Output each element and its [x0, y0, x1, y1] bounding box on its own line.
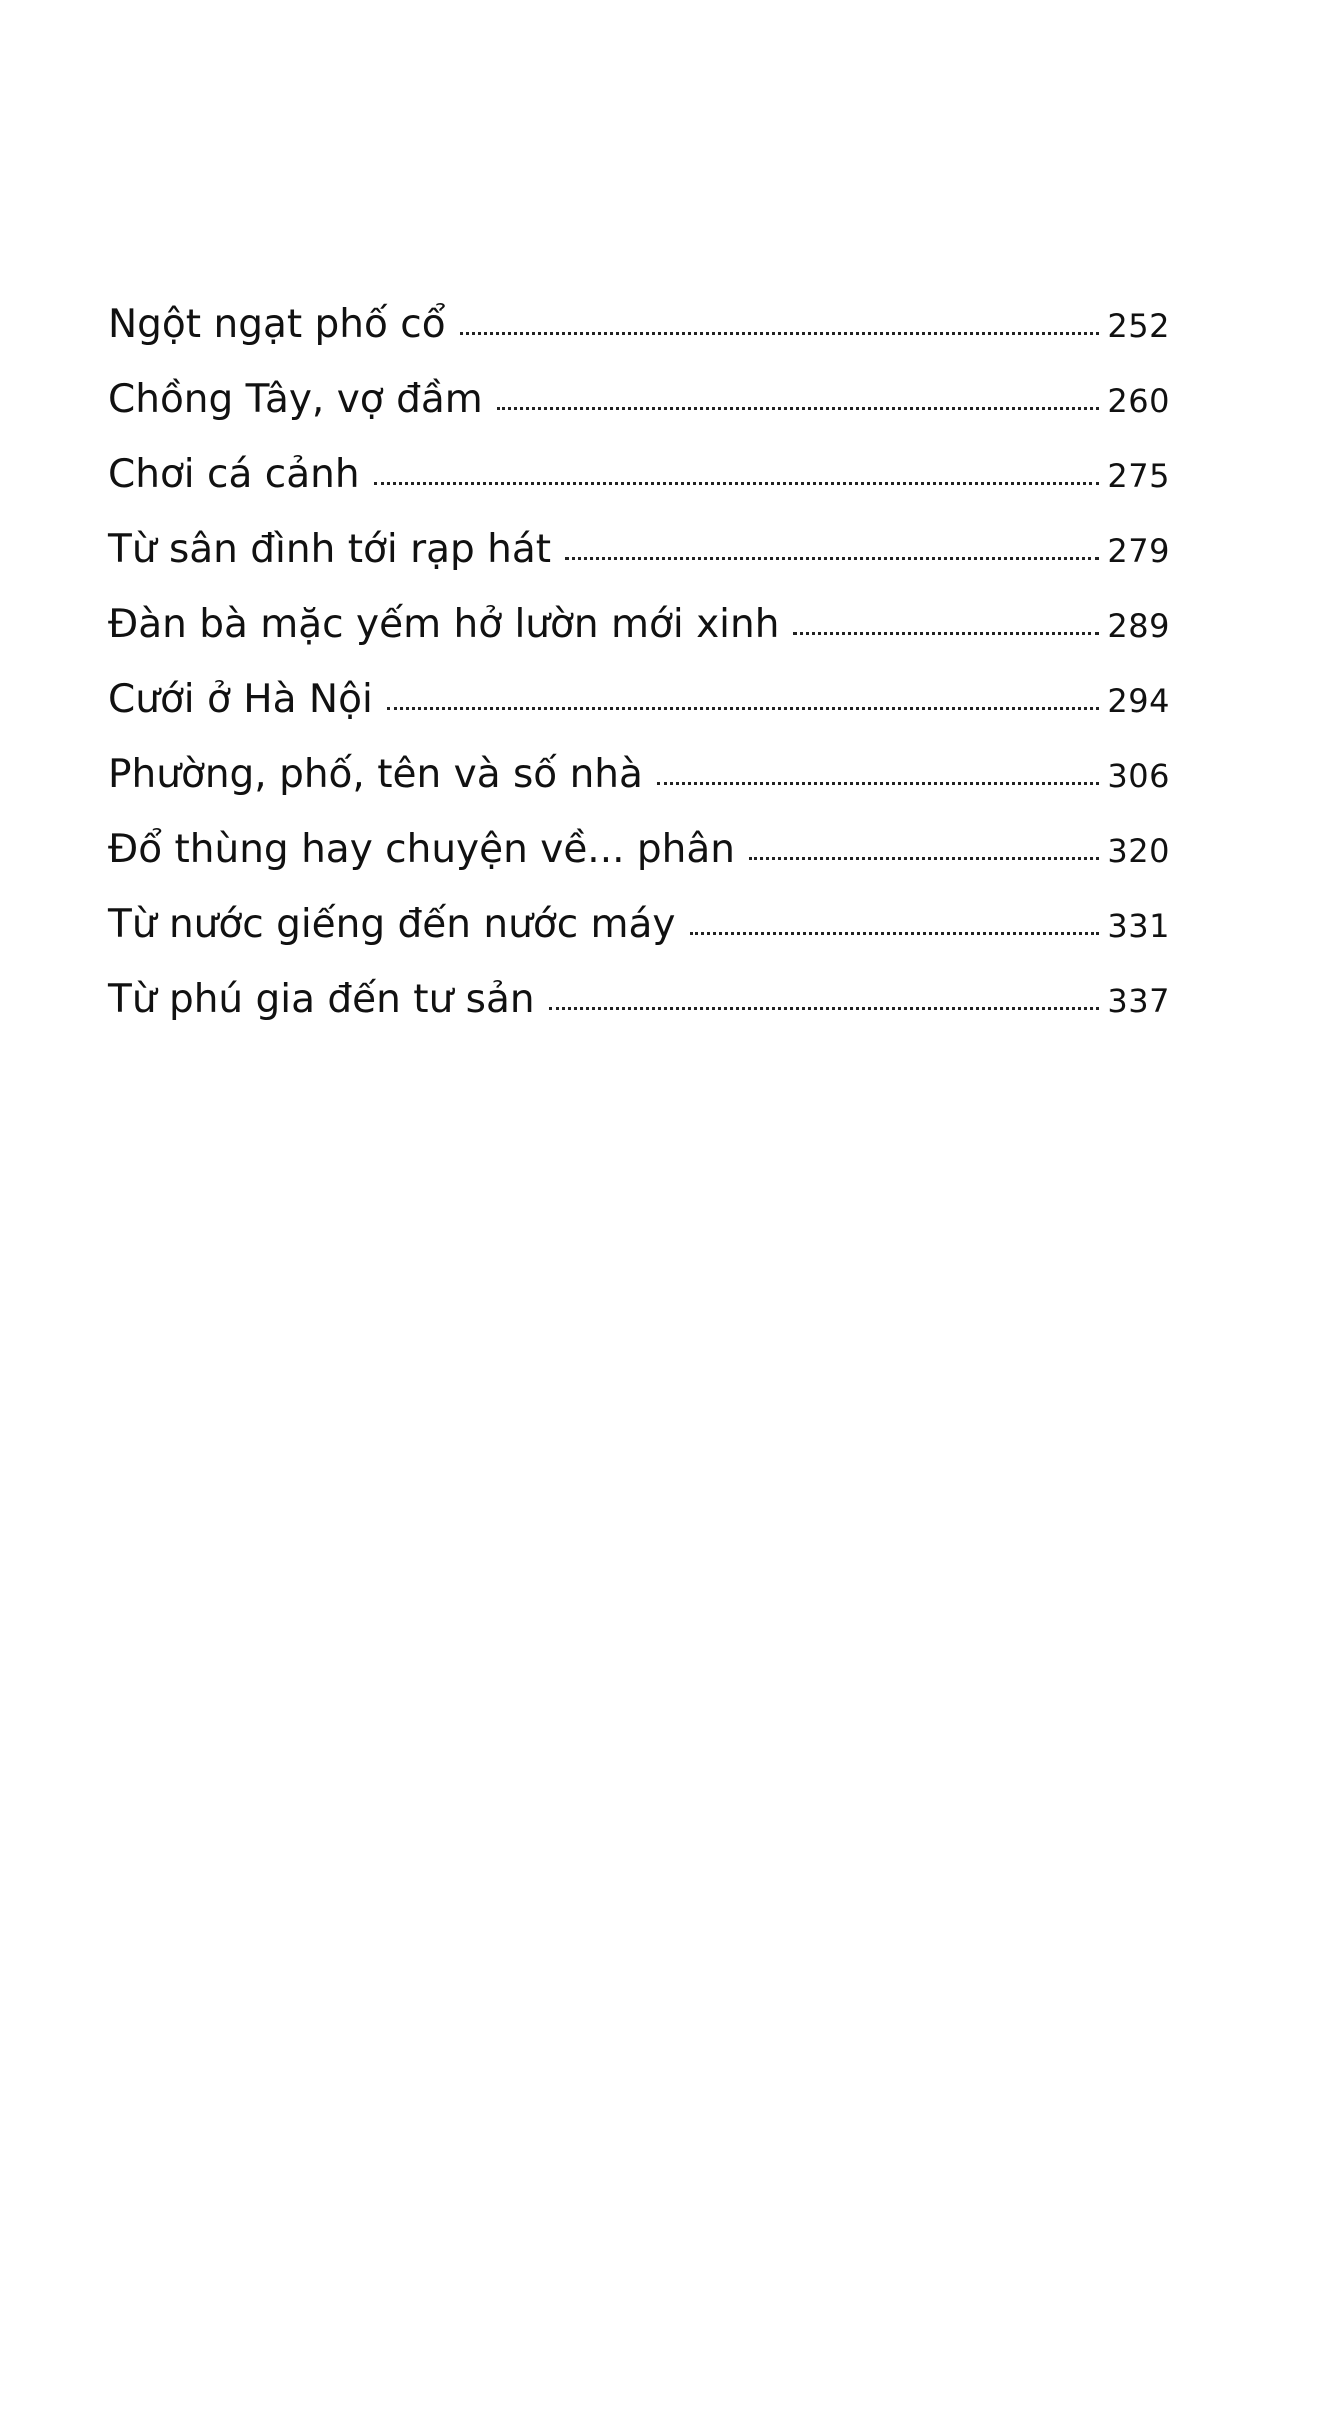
toc-entry-page-number: 252: [1107, 307, 1170, 345]
toc-entry-page-number: 260: [1107, 382, 1170, 420]
toc-entry-title: Ngột ngạt phố cổ: [108, 302, 446, 347]
dot-leader: [460, 332, 1100, 335]
toc-entry: [108, 602, 1170, 677]
dot-leader: [497, 407, 1100, 410]
dot-leader: [793, 632, 1099, 635]
dot-leader: [387, 707, 1100, 710]
toc-entry-title: Đàn bà mặc yếm hở lườn mới xinh: [108, 602, 780, 647]
toc-entry: [108, 902, 1170, 977]
toc-entry: [108, 827, 1170, 902]
toc-entry: [108, 752, 1170, 827]
dot-leader: [657, 782, 1100, 785]
toc-entry-title: Phường, phố, tên và số nhà: [108, 752, 643, 797]
toc-entry: [108, 977, 1170, 1052]
dot-leader: [690, 932, 1100, 935]
toc-entry-title: Từ nước giếng đến nước máy: [108, 902, 676, 947]
toc-entry-title: Từ phú gia đến tư sản: [108, 977, 535, 1022]
toc-entry-title: Đổ thùng hay chuyện về... phân: [108, 827, 735, 872]
toc-entry: [108, 677, 1170, 752]
toc-entry: [108, 302, 1170, 377]
toc-entry-page-number: 279: [1107, 532, 1170, 570]
toc-entry: [108, 452, 1170, 527]
table-of-contents: [108, 302, 1170, 1052]
dot-leader: [565, 557, 1099, 560]
toc-entry-page-number: 337: [1107, 982, 1170, 1020]
dot-leader: [374, 482, 1100, 485]
toc-entry-title: Chồng Tây, vợ đầm: [108, 377, 483, 422]
dot-leader: [549, 1007, 1100, 1010]
toc-entry-page-number: 331: [1107, 907, 1170, 945]
toc-entry-page-number: 320: [1107, 832, 1170, 870]
toc-entry-title: Từ sân đình tới rạp hát: [108, 527, 552, 572]
toc-entry-title: Cưới ở Hà Nội: [108, 677, 373, 722]
toc-entry-page-number: 306: [1107, 757, 1170, 795]
toc-entry: [108, 527, 1170, 602]
dot-leader: [749, 857, 1099, 860]
toc-entry-page-number: 294: [1107, 682, 1170, 720]
toc-entry-page-number: 289: [1107, 607, 1170, 645]
toc-entry-page-number: 275: [1107, 457, 1170, 495]
toc-entry-title: Chơi cá cảnh: [108, 452, 360, 497]
toc-entry: [108, 377, 1170, 452]
